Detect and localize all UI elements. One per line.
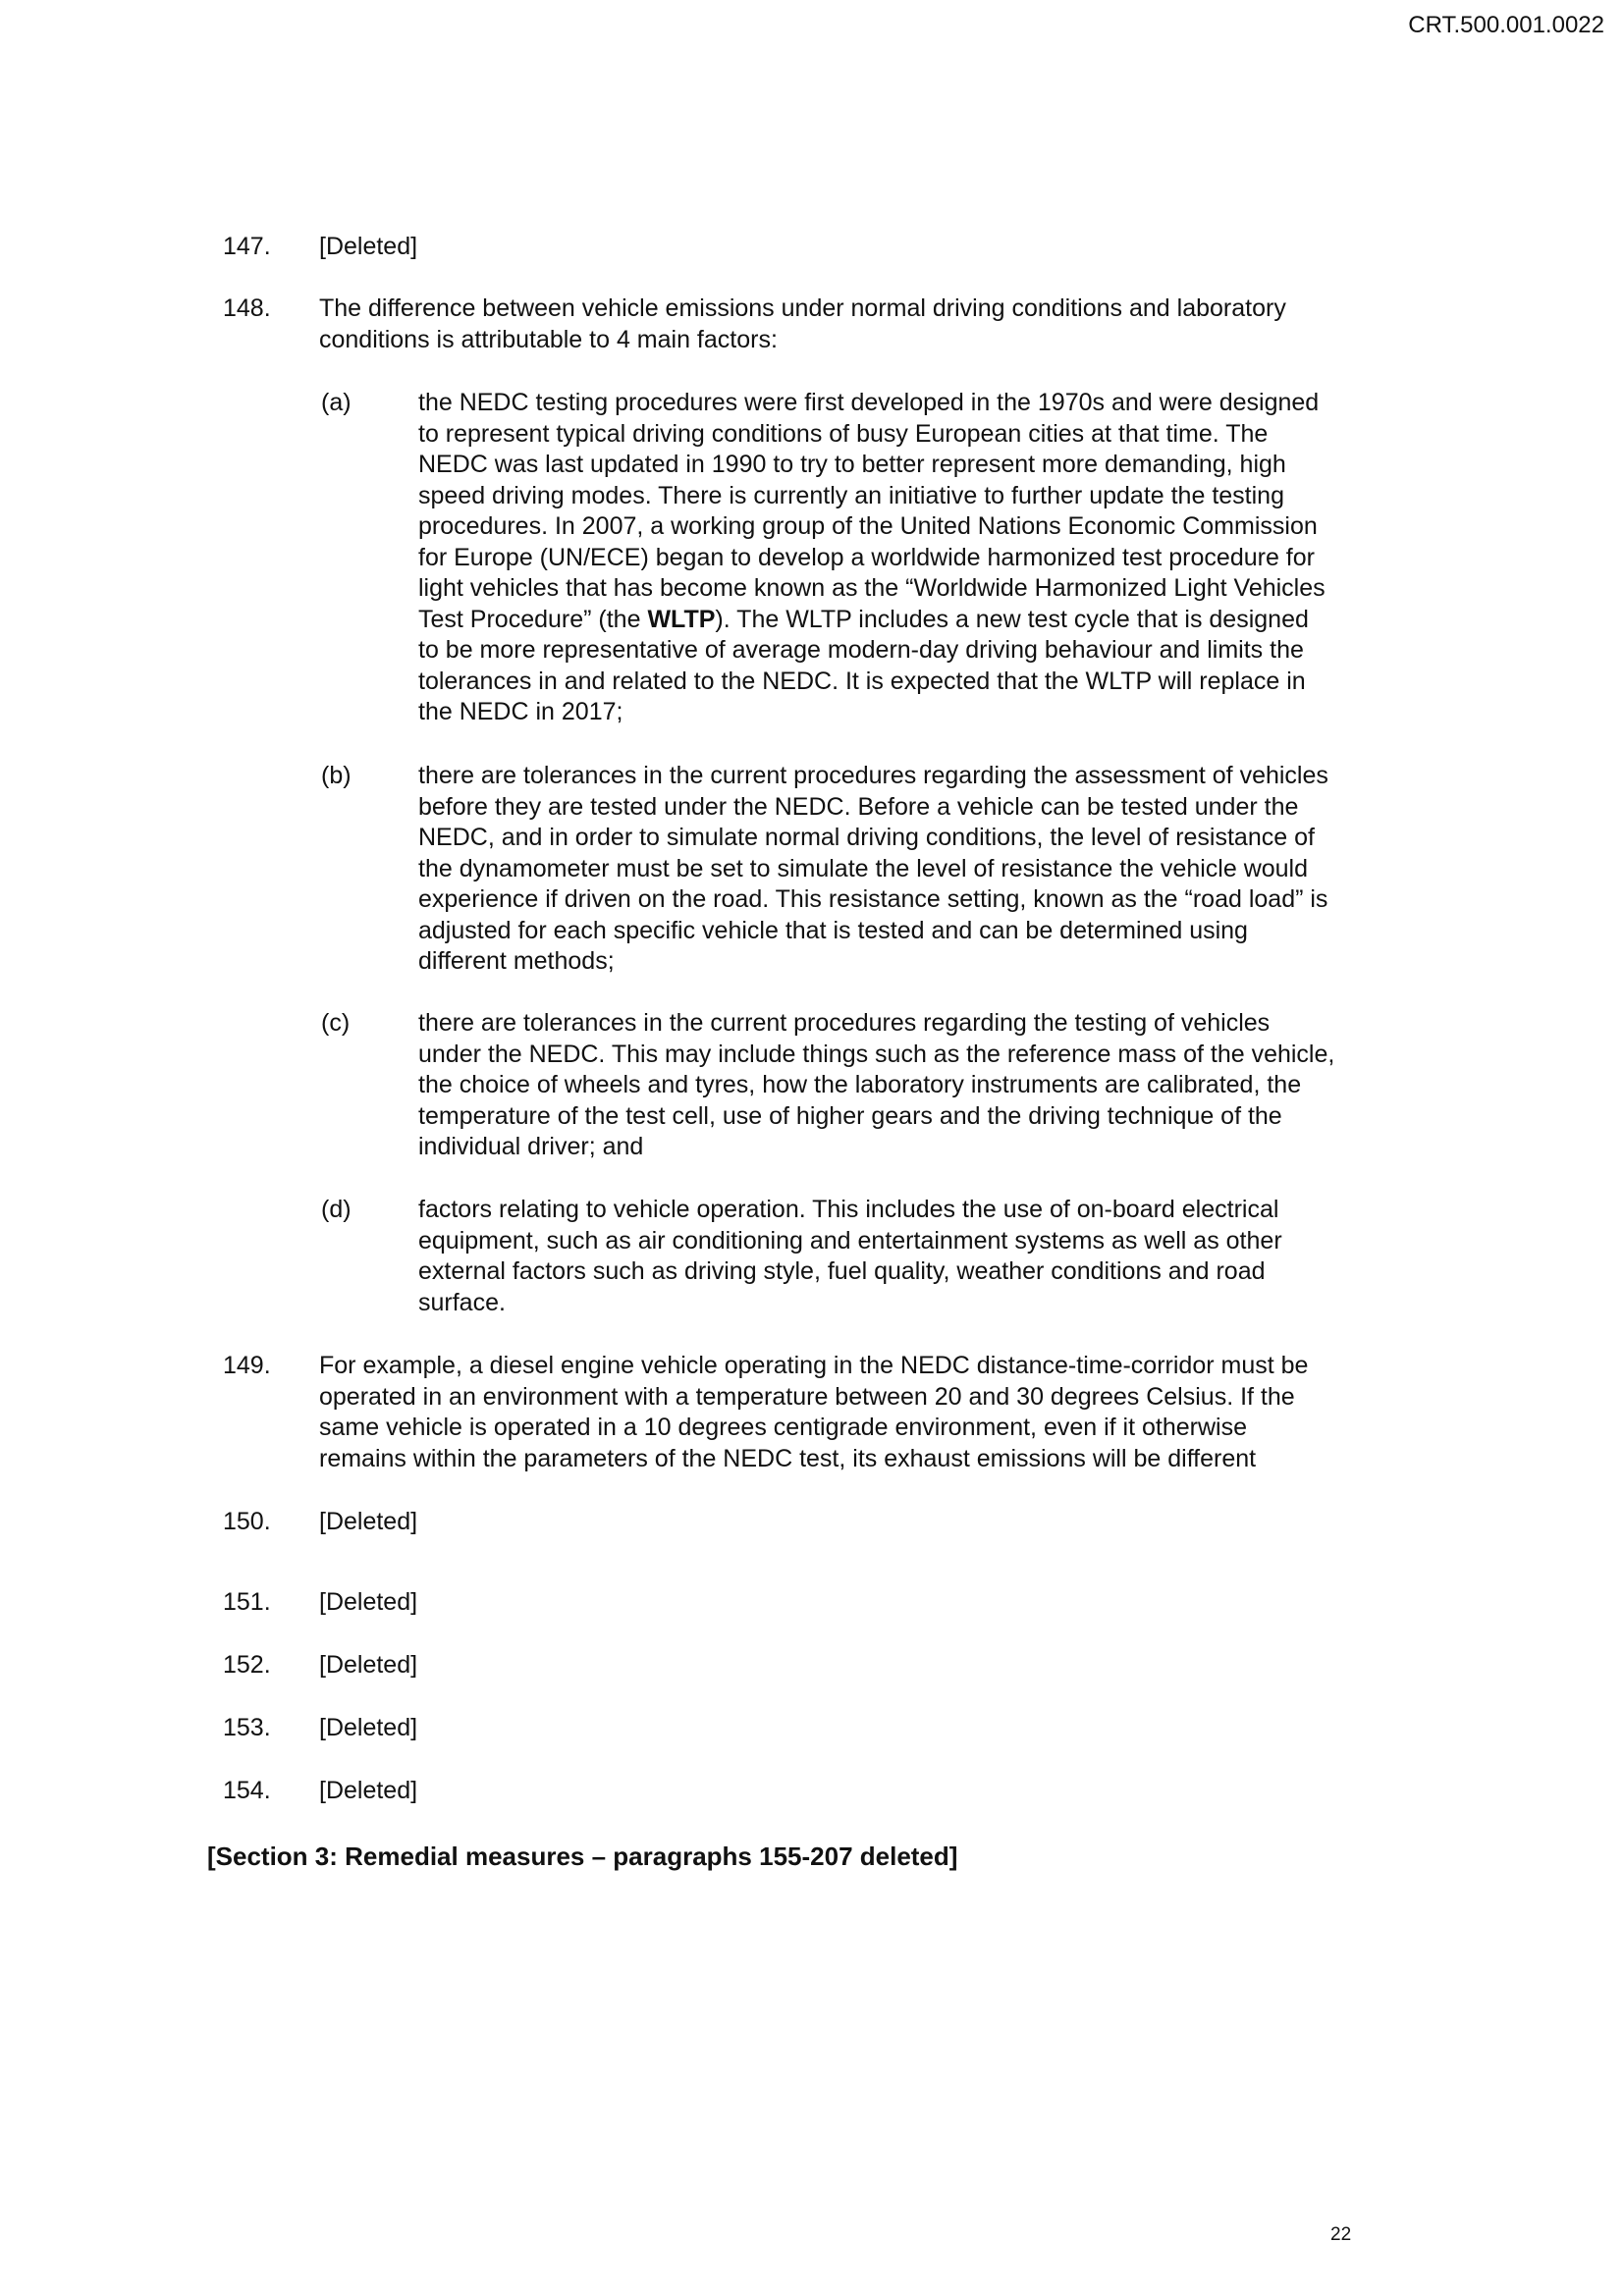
- paragraph-number: 149.: [223, 1352, 271, 1379]
- paragraph-text: [Deleted]: [319, 1508, 418, 1535]
- paragraph-text: [Deleted]: [319, 1588, 418, 1616]
- subitem-label: (d): [321, 1196, 352, 1223]
- paragraph-text: For example, a diesel engine vehicle operating in the NEDC distance-time-corridor must be operated in an environment with a temperature between 20 and 30 degrees Celsius. If the same vehicle is operated in a 10 degrees centigrade environment, even if it otherwise remains within the parameters of the NEDC test, its exhaust emissions will be different: [319, 1352, 1309, 1472]
- paragraph-text: The difference between vehicle emissions under normal driving conditions and laboratory conditions is attributable to 4 main factors:: [319, 294, 1286, 353]
- subitem-label: (a): [321, 389, 352, 416]
- defined-term-wltp: WLTP: [647, 605, 716, 633]
- subitem-text: there are tolerances in the current procedures regarding the assessment of vehicles before they are tested under the NEDC. Before a vehicle can be tested under the NEDC, and in order to simulate normal driving conditions, the level of resistance of the dynamometer must be set to simulate the level of resistance the vehicle would experience if driven on the road. This resistance setting, known as the “road load” is adjusted for each specific vehicle that is tested and can be determined using different methods;: [418, 762, 1328, 975]
- subitem-text: factors relating to vehicle operation. This includes the use of on-board electrical equipment, such as air conditioning and entertainment systems as well as other external factors such as driving style, fuel quality, weather conditions and road surface.: [418, 1196, 1282, 1316]
- paragraph-text: [Deleted]: [319, 1714, 418, 1741]
- paragraph-number: 150.: [223, 1508, 271, 1535]
- paragraph-number: 148.: [223, 294, 271, 322]
- paragraph-number: 151.: [223, 1588, 271, 1616]
- subitem-text: there are tolerances in the current procedures regarding the testing of vehicles under the NEDC. This may include things such as the reference mass of the vehicle, the choice of wheels and tyres, how the laboratory instruments are calibrated, the temperature of the test cell, use of higher gears and the driving technique of the individual driver; and: [418, 1009, 1335, 1160]
- subitem-label: (c): [321, 1009, 351, 1037]
- paragraph-text: [Deleted]: [319, 233, 418, 260]
- paragraph-number: 153.: [223, 1714, 271, 1741]
- paragraph-number: 154.: [223, 1777, 271, 1804]
- page-number: 22: [1330, 2224, 1352, 2245]
- paragraph-number: 147.: [223, 233, 271, 260]
- section-heading: [Section 3: Remedial measures – paragraphs 155-207 deleted]: [207, 1842, 958, 1871]
- paragraph-text: [Deleted]: [319, 1651, 418, 1679]
- document-reference: CRT.500.001.0022: [1408, 12, 1604, 38]
- paragraph-text: [Deleted]: [319, 1777, 418, 1804]
- subitem-text: the NEDC testing procedures were first developed in the 1970s and were designed to represent typical driving conditions of busy European cities at that time. The NEDC was last updated in 1990 to try to better represent more demanding, high speed driving modes. There is currently an initiative to further update the testing procedures. In 2007, a working group of the United Nations Economic Commission for Europe (UN/ECE) began to develop a worldwide harmonized test procedure for light vehicles that has become known as the “Worldwide Harmonized Light Vehicles Test Procedure” (the WLTP). The WLTP includes a new test cycle that is designed to be more representative of average modern-day driving behaviour and limits the tolerances in and related to the NEDC. It is expected that the WLTP will replace in the NEDC in 2017;: [418, 389, 1326, 725]
- subitem-label: (b): [321, 762, 352, 789]
- paragraph-number: 152.: [223, 1651, 271, 1679]
